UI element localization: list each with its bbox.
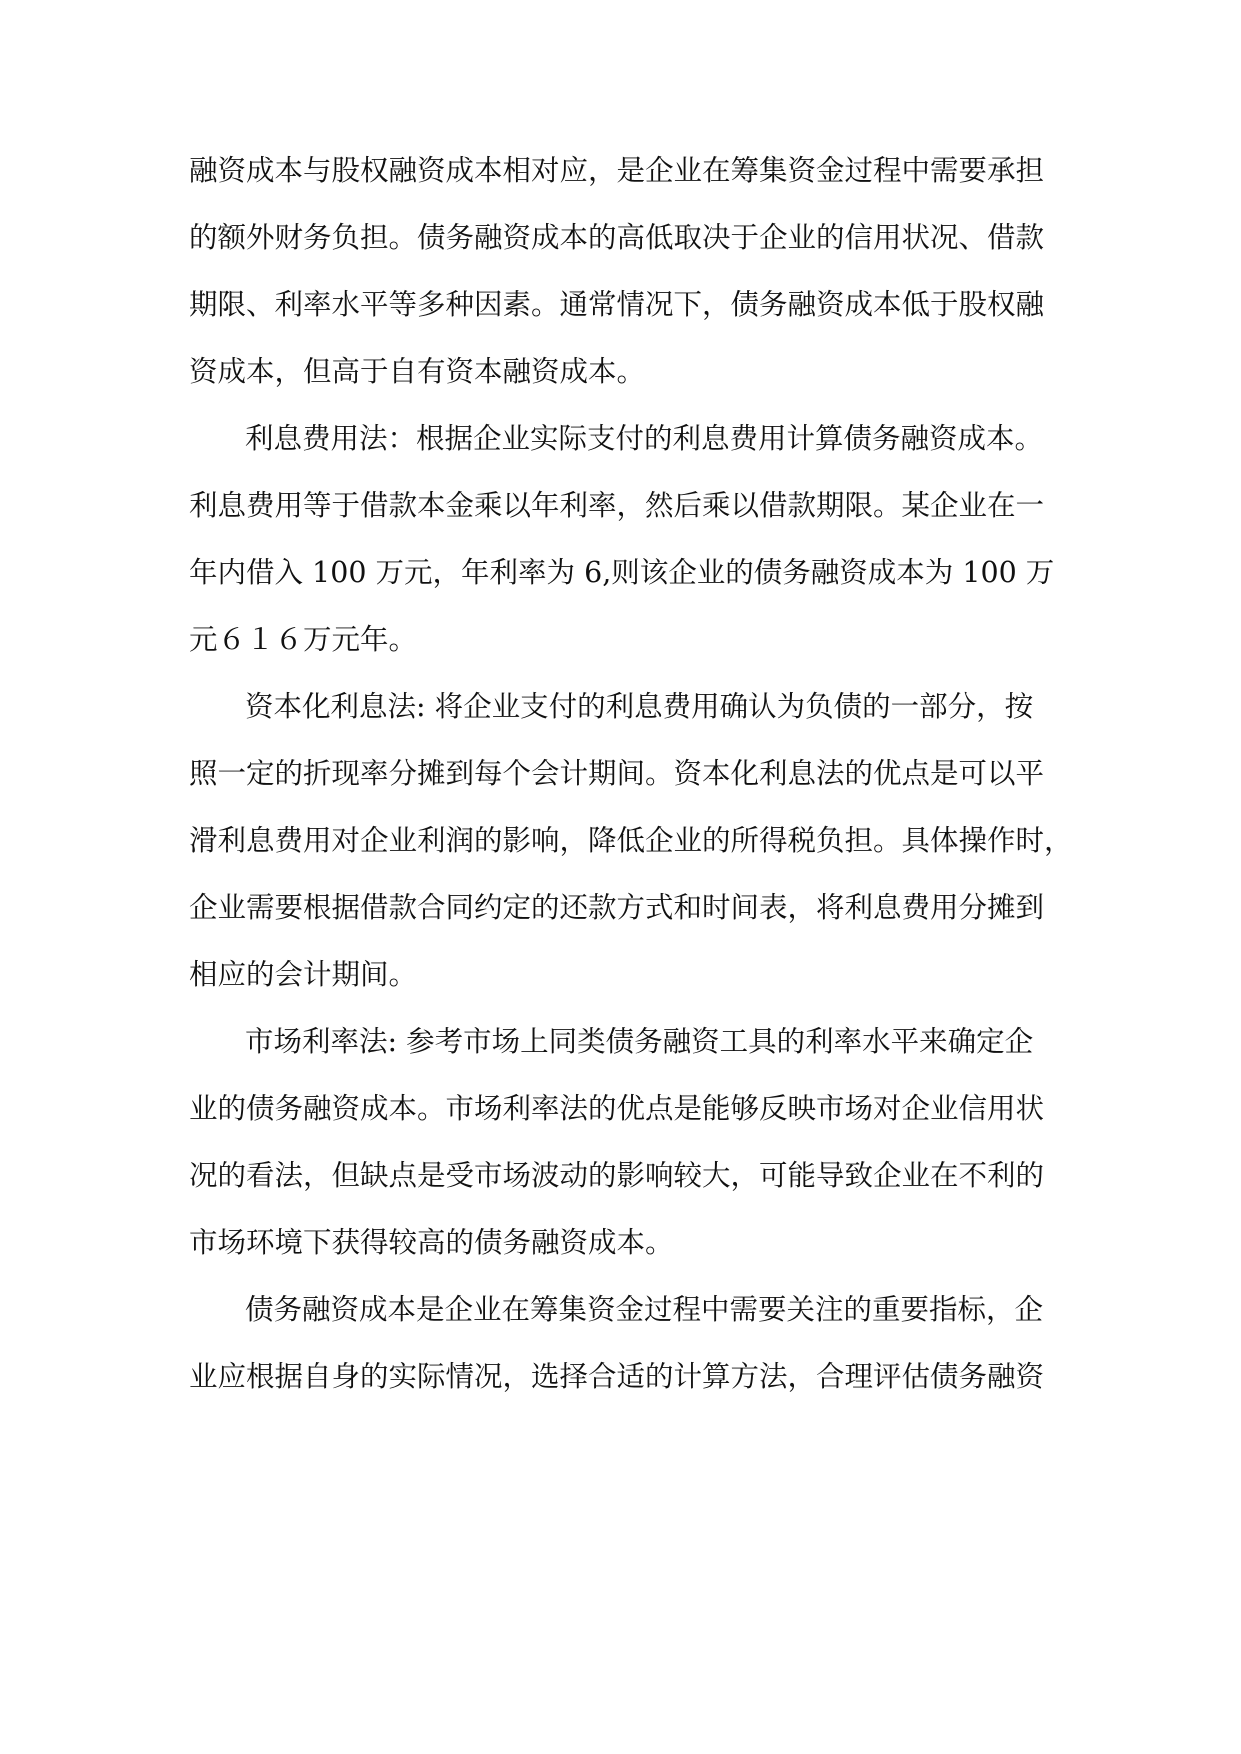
paragraph-3-line-1: 资本化利息法: 将企业支付的利息费用确认为负债的一部分，按 bbox=[245, 690, 1034, 723]
paragraph-3-line-2: 照一定的折现率分摊到每个会计期间。资本化利息法的优点是可以平 bbox=[189, 757, 1045, 790]
paragraph-5-line-2: 业应根据自身的实际情况，选择合适的计算方法，合理评估债务融资 bbox=[189, 1360, 1045, 1393]
paragraph-4-line-4: 市场环境下获得较高的债务融资成本。 bbox=[189, 1226, 674, 1259]
paragraph-4-line-3: 况的看法，但缺点是受市场波动的影响较大，可能导致企业在不利的 bbox=[189, 1159, 1045, 1192]
paragraph-3-line-4: 企业需要根据借款合同约定的还款方式和时间表，将利息费用分摊到 bbox=[189, 891, 1045, 924]
paragraph-3-line-3: 滑利息费用对企业利润的影响，降低企业的所得税负担。具体操作时， bbox=[189, 824, 1073, 857]
paragraph-1-line-3: 期限、利率水平等多种因素。通常情况下，债务融资成本低于股权融 bbox=[189, 288, 1045, 321]
paragraph-4-line-2: 业的债务融资成本。市场利率法的优点是能够反映市场对企业信用状 bbox=[189, 1092, 1045, 1125]
paragraph-1-line-4: 资成本，但高于自有资本融资成本。 bbox=[189, 355, 646, 388]
paragraph-2-line-4: 元６１６万元年。 bbox=[189, 623, 418, 656]
paragraph-4-line-1: 市场利率法: 参考市场上同类债务融资工具的利率水平来确定企 bbox=[245, 1025, 1034, 1058]
paragraph-3-line-5: 相应的会计期间。 bbox=[189, 958, 418, 991]
paragraph-2-line-1: 利息费用法：根据企业实际支付的利息费用计算债务融资成本。 bbox=[245, 422, 1044, 455]
paragraph-1-line-1: 融资成本与股权融资成本相对应，是企业在筹集资金过程中需要承担 bbox=[189, 154, 1045, 187]
paragraph-2-line-2: 利息费用等于借款本金乘以年利率，然后乘以借款期限。某企业在一 bbox=[189, 489, 1045, 522]
paragraph-5-line-1: 债务融资成本是企业在筹集资金过程中需要关注的重要指标，企 bbox=[245, 1293, 1044, 1326]
paragraph-1-line-2: 的额外财务负担。债务融资成本的高低取决于企业的信用状况、借款 bbox=[189, 221, 1045, 254]
paragraph-2-line-3: 年内借入 100 万元，年利率为 6,则该企业的债务融资成本为 100 万 bbox=[189, 556, 1055, 589]
